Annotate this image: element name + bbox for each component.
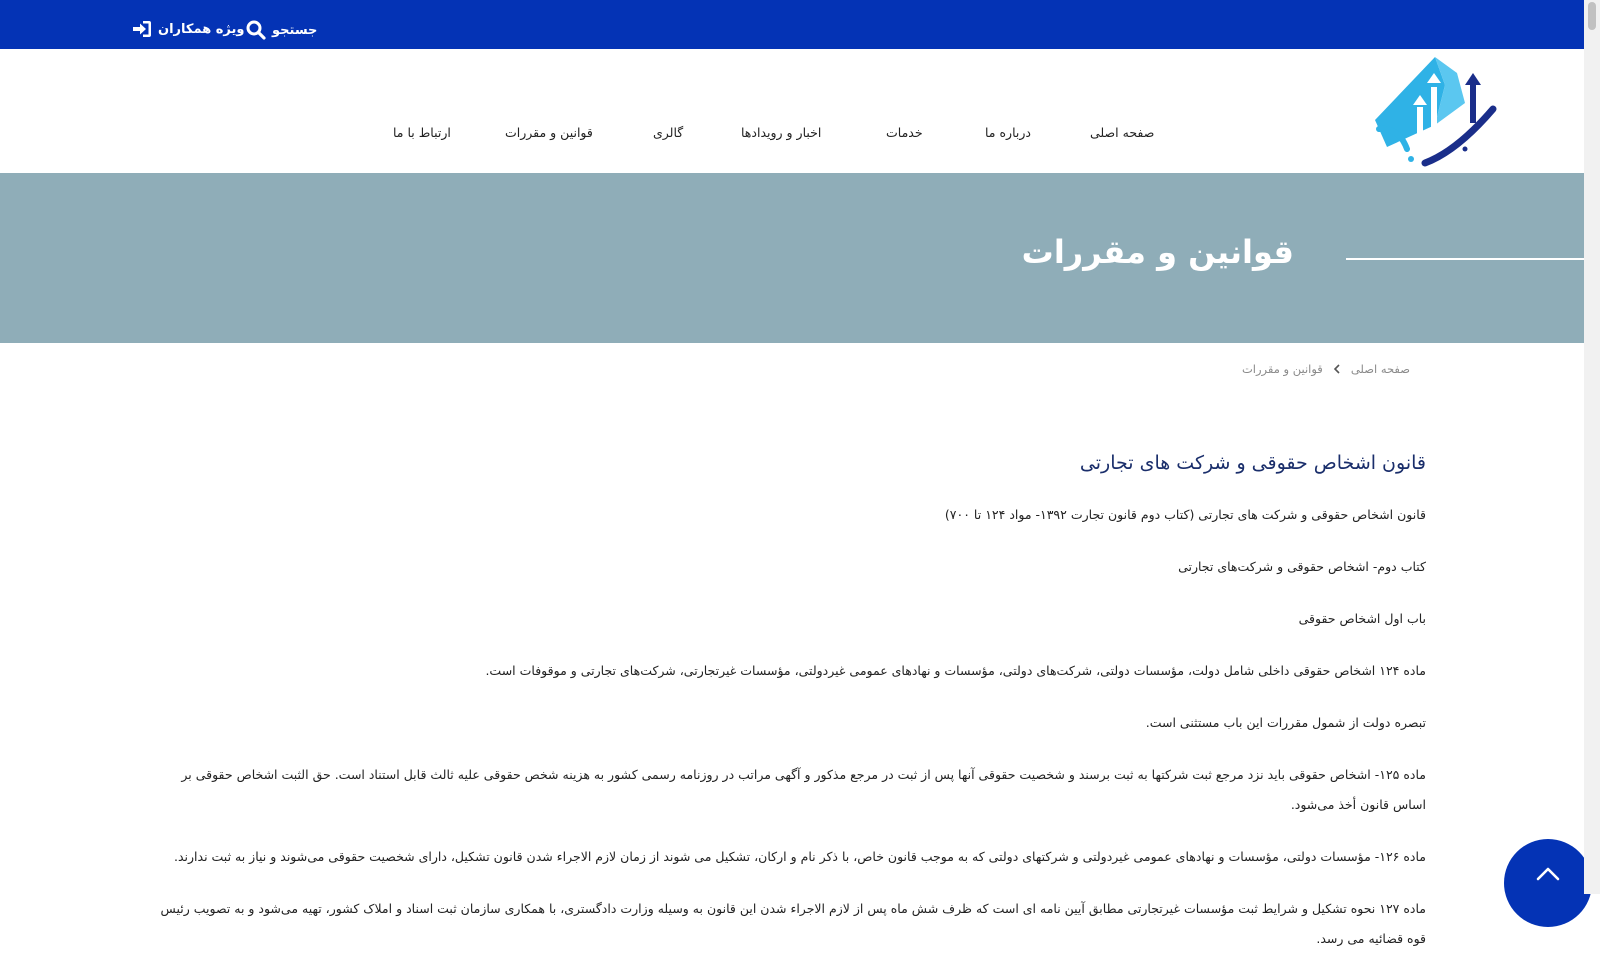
nav-item-news[interactable]: اخبار و رویدادها [741, 125, 822, 140]
search-icon [246, 20, 266, 40]
partners-login-link[interactable] [132, 20, 244, 38]
article-paragraph: قانون اشخاص حقوقی و شرکت های تجارتی (کتاب دوم قانون تجارت ۱۳۹۲- مواد ۱۲۴ تا ۷۰۰) [944, 507, 1426, 522]
article-content [157, 452, 1426, 976]
chevron-left-icon [1333, 364, 1341, 374]
article-paragraph: ماده ۱۲۵- اشخاص حقوقی باید نزد مرجع ثبت شرکتها به ثبت برسند و شخصیت حقوقی آنها پس از ثبت در مرجع مذکور و آگهی مراتب در روزنامه رسمی کشور به هزینه شخص حقوقی علیه ثالث قابل استناد است. حق الثبت اشخاص حقوقی بر اساس قانون أخذ می‌شود. [181, 767, 1426, 812]
article-paragraph: باب اول اشخاص حقوقی [1298, 611, 1426, 626]
breadcrumb-current: قوانین و مقررات [1241, 362, 1323, 376]
article-paragraph: ماده ۱۲۴ اشخاص حقوقی داخلی شامل دولت، مؤسسات دولتی، شرکت‌های دولتی، مؤسسات و نهادهای عمومی غیردولتی، مؤسسات غیرتجارتی، شرکت‌های تجارتی و موقوفات است. [485, 663, 1426, 678]
article-paragraph: تبصره دولت از شمول مقررات این باب مستثنی است. [1145, 715, 1426, 730]
search-label: جستجو [272, 22, 318, 38]
partners-label: ویژه همکاران [158, 21, 245, 37]
top-bar [0, 0, 1584, 49]
nav-item-gallery[interactable]: گالری [653, 125, 684, 140]
chevron-up-icon [1536, 867, 1560, 881]
nav-item-home[interactable]: صفحه اصلی [1090, 125, 1155, 140]
site-header [0, 49, 1584, 173]
title-divider [1346, 258, 1584, 260]
nav-item-services[interactable]: خدمات [886, 125, 923, 140]
article-paragraph: کتاب دوم- اشخاص حقوقی و شرکت‌های تجارتی [1178, 559, 1426, 574]
breadcrumb-home[interactable]: صفحه اصلی [1350, 362, 1410, 376]
site-logo[interactable] [1365, 55, 1505, 170]
article-paragraph: ماده ۱۲۶- مؤسسات دولتی، مؤسسات و نهادهای عمومی غیردولتی و شرکتهای دولتی که به موجب قانون خاص، با ذکر نام و ارکان، تشکیل می شوند از زمان لازم الاجراء شدن قانون تشکیل، دارای شخصیت حقوقی می‌شوند و نیاز به ثبت ندارند. [173, 849, 1426, 864]
breadcrumb [1242, 362, 1410, 376]
nav-item-contact[interactable]: ارتباط با ما [393, 125, 451, 140]
nav-item-about[interactable]: درباره ما [985, 125, 1031, 140]
article-paragraph: ماده ۱۲۷ نحوه تشکیل و شرایط ثبت مؤسسات غیرتجارتی مطابق آیین نامه ای است که ظرف شش ماه پس از لازم الاجراء شدن این قانون به وسیله وزارت دادگستری، با همکاری سازمان ثبت اسناد و املاک کشور، تهیه می‌شود و به تصویب رئیس قوه قضائیه می رسد. [160, 901, 1426, 946]
page-scrollbar[interactable] [1584, 0, 1600, 894]
scroll-to-top-button[interactable] [1504, 839, 1592, 927]
article-title: قانون اشخاص حقوقی و شرکت های تجارتی [1079, 452, 1426, 474]
scrollbar-thumb[interactable] [1588, 2, 1596, 30]
nav-item-laws[interactable]: قوانین و مقررات [505, 125, 593, 140]
page-title: قوانین و مقررات [1021, 233, 1294, 271]
search-link[interactable] [246, 20, 317, 40]
page-banner [0, 173, 1584, 343]
sign-in-icon [132, 20, 152, 38]
